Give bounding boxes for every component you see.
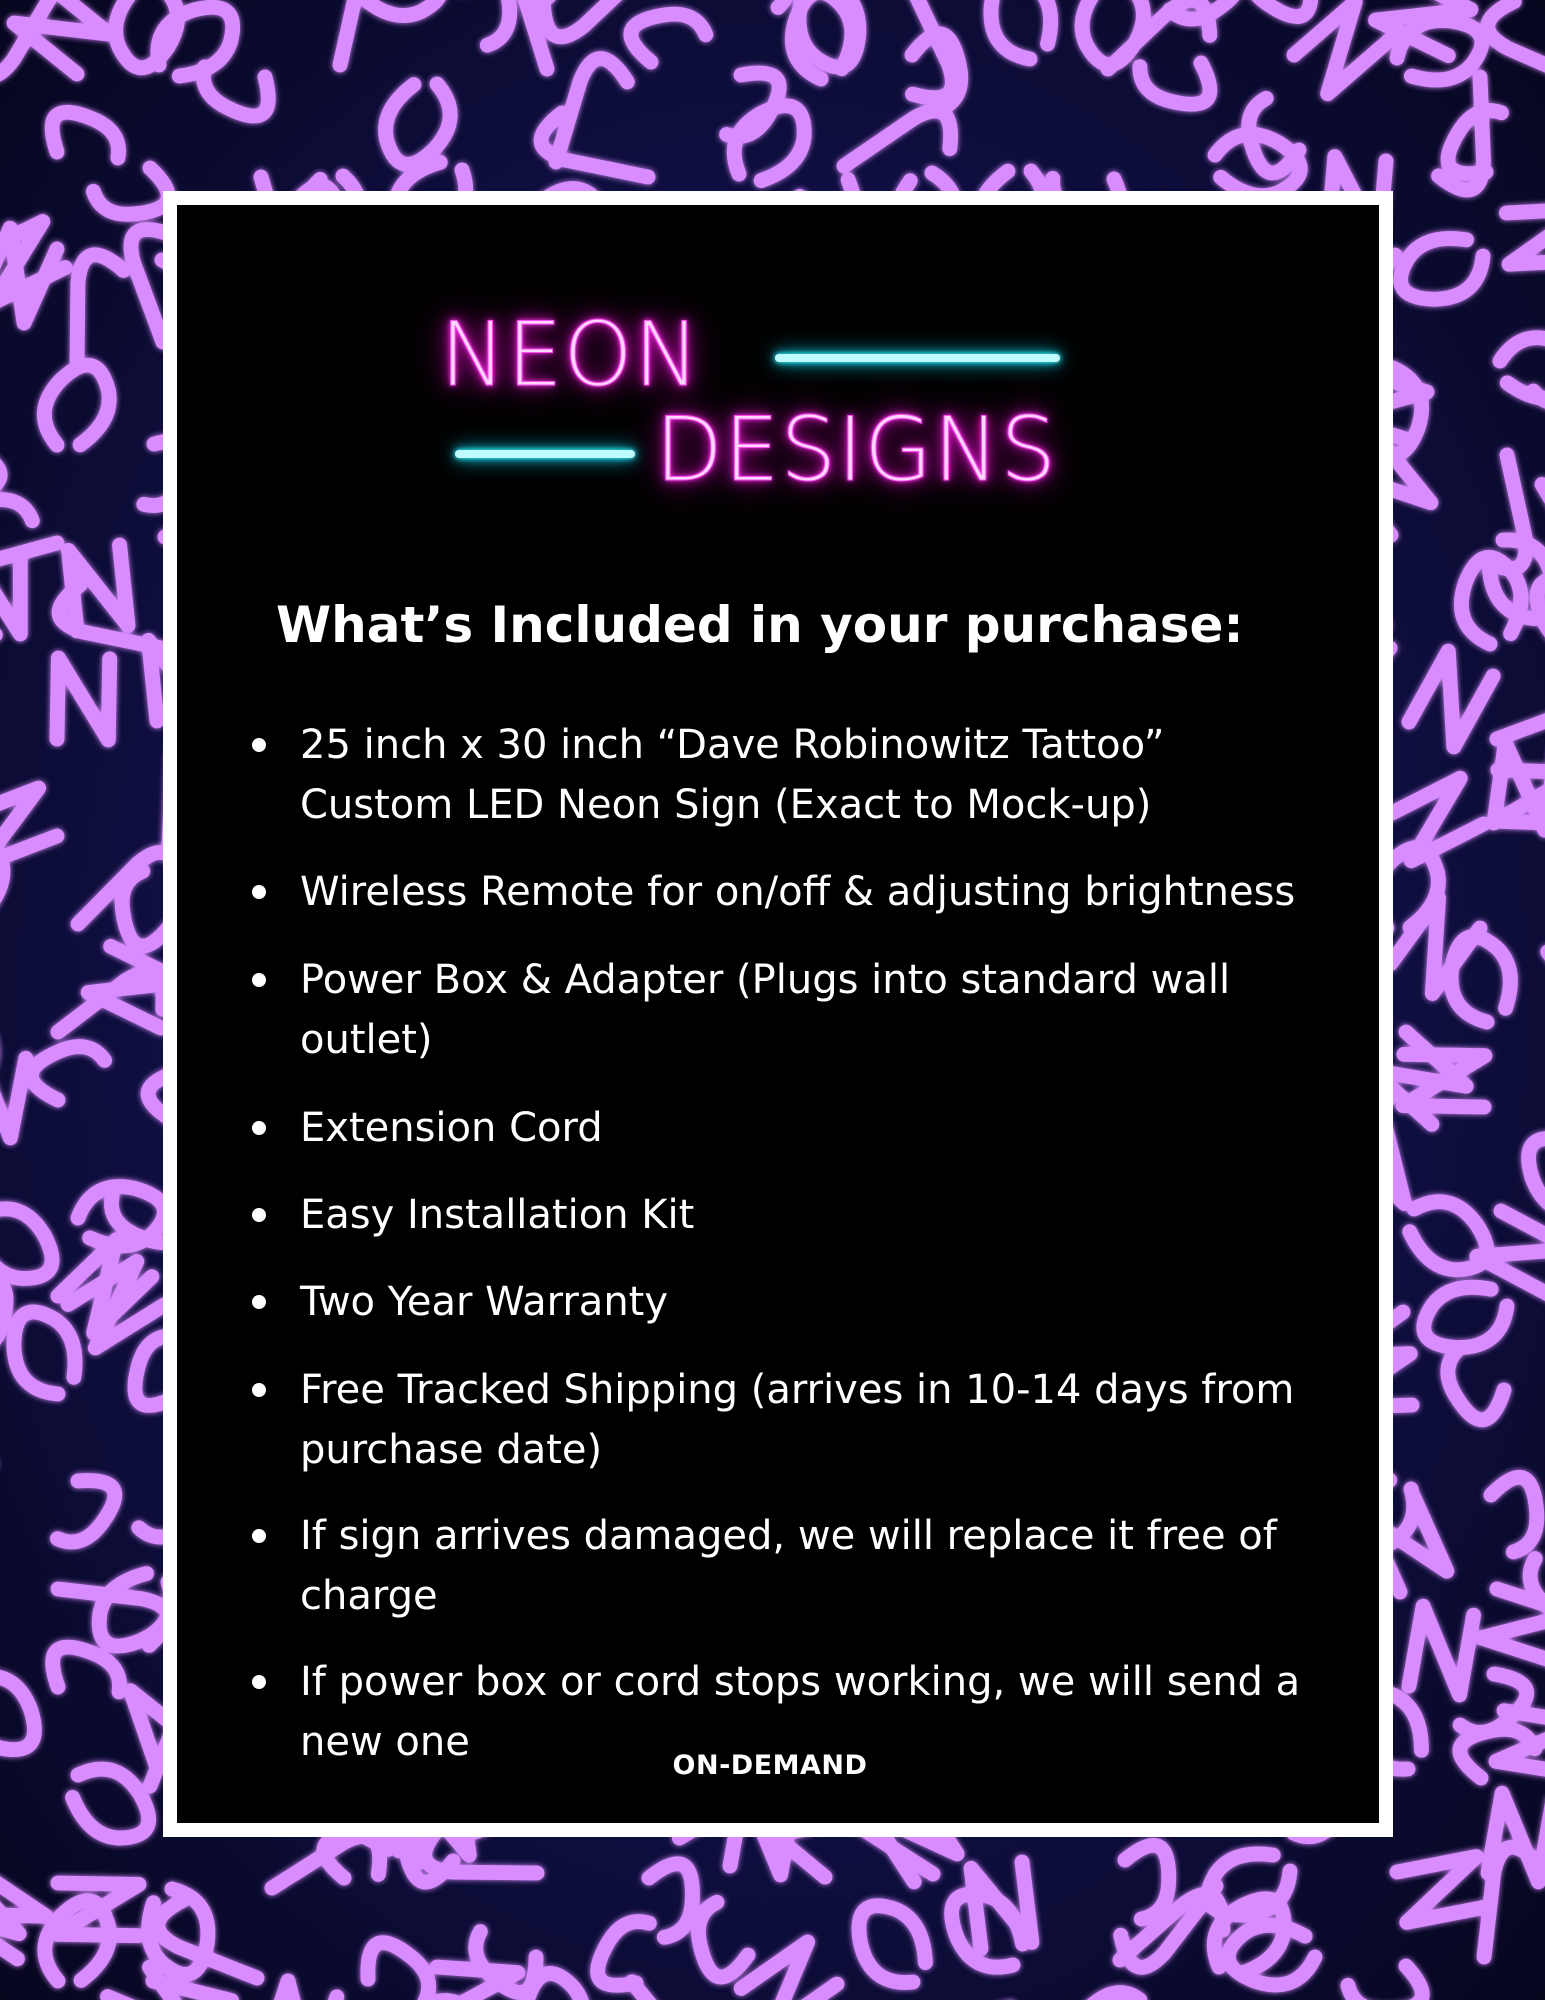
list-item-line: Wireless Remote for on/off & adjusting brightness — [300, 869, 1296, 915]
bullet-icon — [252, 973, 266, 987]
list-item-line: Custom LED Neon Sign (Exact to Mock-up) — [300, 782, 1152, 828]
bullet-icon — [252, 738, 266, 752]
logo-word-designs: DESIGNS — [655, 398, 1058, 501]
list-item-line: Power Box & Adapter (Plugs into standard wall — [300, 957, 1231, 1003]
list-item-text — [300, 1360, 1360, 1480]
list-item-line: If sign arrives damaged, we will replace it free of — [300, 1513, 1277, 1559]
bullet-icon — [252, 1383, 266, 1397]
list-item-text — [300, 1272, 1360, 1332]
neon-designs-logo — [440, 300, 1080, 510]
list-item-text — [300, 950, 1360, 1070]
list-item-text — [300, 715, 1360, 835]
included-heading: What’s Included in your purchase: — [276, 596, 1244, 654]
bullet-icon — [252, 885, 266, 899]
list-item-line: Easy Installation Kit — [300, 1192, 695, 1238]
bullet-icon — [252, 1529, 266, 1543]
list-item-text — [300, 862, 1360, 922]
bullet-icon — [252, 1675, 266, 1689]
on-demand-label: ON-DEMAND — [672, 1750, 868, 1781]
list-item-line: outlet) — [300, 1017, 433, 1063]
logo-word-neon: NEON — [440, 303, 701, 406]
logo-cyan-line-top — [775, 354, 1060, 362]
list-item-text — [300, 1098, 1360, 1158]
bullet-icon — [252, 1208, 266, 1222]
list-item-line: Free Tracked Shipping (arrives in 10-14 days from — [300, 1367, 1295, 1413]
list-item-line: 25 inch x 30 inch “Dave Robinowitz Tattoo” — [300, 722, 1165, 768]
list-item-text — [300, 1506, 1360, 1626]
list-item-line: If power box or cord stops working, we will send a — [300, 1659, 1301, 1705]
list-item-line: charge — [300, 1573, 438, 1619]
list-item-line: new one — [300, 1719, 470, 1765]
list-item-line: purchase date) — [300, 1427, 603, 1473]
bullet-icon — [252, 1295, 266, 1309]
logo-cyan-line-bottom — [455, 450, 635, 458]
list-item-line: Extension Cord — [300, 1105, 603, 1151]
bullet-icon — [252, 1121, 266, 1135]
list-item-line: Two Year Warranty — [300, 1279, 669, 1325]
list-item-text — [300, 1185, 1360, 1245]
